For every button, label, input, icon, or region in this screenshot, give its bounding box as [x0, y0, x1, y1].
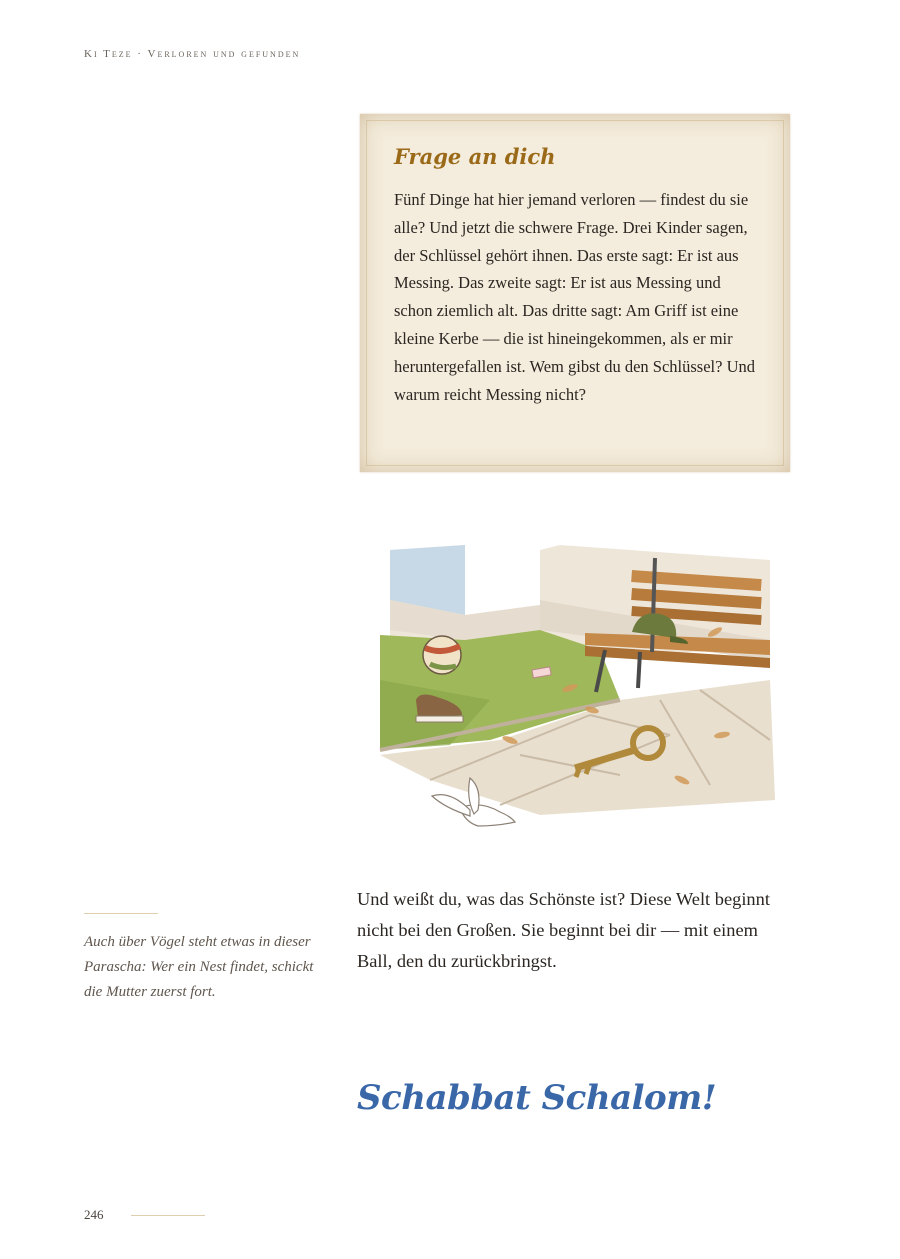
closing-greeting: Schabbat Schalom! — [357, 1078, 717, 1118]
ball-icon — [423, 636, 461, 674]
question-box — [360, 114, 790, 472]
park-illustration — [370, 540, 780, 840]
side-note-rule — [84, 913, 158, 914]
question-text: Fünf Dinge hat hier jemand verloren — findest du sie alle? Und jetzt die schwere Frage. Drei Kinder sagen, der Schlüssel gehört ihnen. Das erste sagt: Er ist aus Messing. Das zweite sagt: Er ist aus Messing und schon ziemlich alt. Das dritte sagt: Am Griff ist eine kleine Kerbe — die ist hineingekommen, als er mir heruntergefallen ist. Wem gibst du den Schlüssel? Und warum reicht Messing nicht? — [394, 190, 755, 404]
question-title: Frage an dich — [394, 144, 556, 169]
main-paragraph: Und weißt du, was das Schönste ist? Diese Welt beginnt nicht bei den Großen. Sie beginnt bei dir — mit einem Ball, den du zurückbringst. — [357, 889, 770, 971]
footer-rule — [131, 1215, 205, 1216]
running-head: Ki Teze · Verloren und gefunden — [84, 48, 301, 60]
page-number: 246 — [84, 1207, 104, 1222]
side-note: Auch über Vögel steht etwas in dieser Parascha: Wer ein Nest findet, schickt die Mutter zuerst fort. — [84, 934, 314, 1000]
